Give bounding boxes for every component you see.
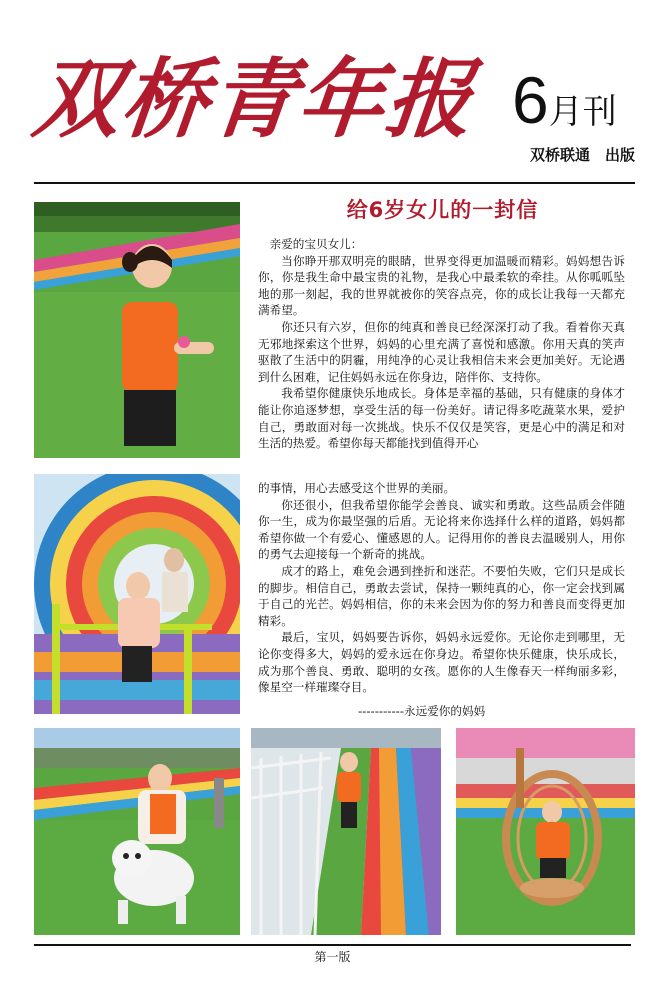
- photo-rainbow-tube: [34, 474, 240, 714]
- photo-toy-ride: [34, 728, 240, 935]
- photo-rattan-swing-image: [456, 728, 635, 935]
- article-signature: -----------永远爱你的妈妈: [358, 704, 486, 718]
- publisher-line: 双桥联通 出版: [529, 146, 635, 164]
- article-paragraph-4: 你还很小，但我希望你能学会善良、诚实和勇敢。这些品质会伴随你一生，成为你最坚强的后盾。无论将来你选择什么样的道路，妈妈都希望你做一个有爱心、懂感恩的人。记得用你的善良去温暖别人，用你的勇气去迎接每一个新奇的挑战。: [258, 497, 625, 562]
- bottom-divider: [34, 944, 631, 946]
- article-paragraph-3: 我希望你健康快乐地成长。身体是幸福的基础，只有健康的身体才能让你追逐梦想，享受生活的每一份美好。请记得多吃蔬菜水果，爱护自己，勇敢面对每一次挑战。快乐不仅仅是笑容，更是心中的满足和对生活的热爱。希望你每天都能找到值得开心: [258, 386, 625, 451]
- article-paragraph-6: 最后，宝贝，妈妈要告诉你，妈妈永远爱你。无论你走到哪里，无论你变得多大，妈妈的爱永远在你身边。希望你快乐健康，快乐成长，成为那个善良、勇敢、聪明的女孩。愿你的人生像春天一样绚丽多彩，像星空一样璀璨夺目。: [258, 630, 625, 695]
- article-salutation: 亲爱的宝贝女儿：: [269, 237, 363, 251]
- photo-toy-ride-image: [34, 728, 240, 935]
- photo-rattan-swing: [456, 728, 635, 935]
- page-number: 第一版: [314, 950, 351, 964]
- top-divider: [34, 182, 635, 184]
- issue-unit: 月刊: [548, 92, 617, 132]
- article-body-top: [258, 236, 625, 452]
- photo-rainbow-tube-image: [34, 474, 240, 714]
- issue-number: 6: [512, 63, 549, 137]
- article-body-bottom: [258, 480, 625, 696]
- article-paragraph-5: 成才的路上，难免会遇到挫折和迷茫。不要怕失败，它们只是成长的脚步。相信自己，勇敢去尝试，保持一颗纯真的心，你一定会找到属于自己的光芒。妈妈相信，你的未来会因为你的努力和善良而变得更加精彩。: [258, 563, 625, 628]
- masthead-title: 双桥青年报: [28, 49, 480, 150]
- article-paragraph-3-continued: 的事情，用心去感受这个世界的美丽。: [258, 481, 456, 495]
- photo-girl-on-grass: [34, 202, 240, 458]
- article-paragraph-2: 你还只有六岁，但你的纯真和善良已经深深打动了我。看着你天真无邪地探索这个世界，妈妈的心里充满了喜悦和感激。你用天真的笑声驱散了生活中的阴霾，用纯净的心灵让我相信未来会更加美好。无论遇到什么困难，记住妈妈永远在你身边，陪伴你、支持你。: [258, 319, 625, 384]
- article-title: 给6岁女儿的一封信: [346, 198, 539, 222]
- photo-girl-on-grass-image: [34, 202, 240, 458]
- issue-label: [512, 60, 617, 140]
- photo-rainbow-slide: [251, 728, 441, 935]
- article-paragraph-1: 当你睁开那双明亮的眼睛，世界变得更加温暖而精彩。妈妈想告诉你，你是我生命中最宝贵的礼物，是我心中最柔软的牵挂。从你呱呱坠地的那一刻起，我的世界就被你的笑容点亮，你的成长让我每一天都充满希望。: [258, 253, 625, 318]
- photo-rainbow-slide-image: [251, 728, 441, 935]
